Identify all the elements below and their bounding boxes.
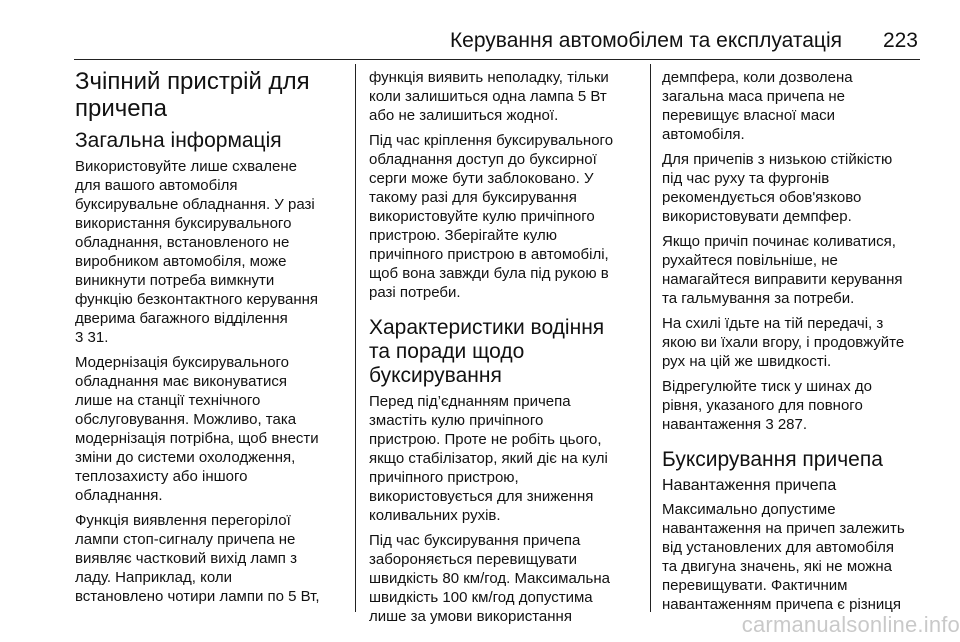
subsection-title-general-info: Загальна інформація [75, 129, 282, 152]
paragraph: Модернізація буксирувального обладнання має виконуватися лише на станції технічного обслуговування. Можливо, така модернізація потрібна, щоб внести зміни до системи охолодження, теплозахисту або іншого обладнання. [75, 354, 319, 504]
page-reference[interactable]: навантаження 3 287. [662, 416, 808, 433]
column-3 [662, 68, 934, 620]
column-divider-1 [355, 64, 356, 612]
paragraph: функція виявить неполадку, тільки коли залишиться одна лампа 5 Вт або не залишиться жодної. [369, 69, 609, 124]
paragraph: Відрегулюйте тиск у шинах до рівня, указаного для повного навантаження 3 287. [662, 377, 934, 434]
paragraph: Якщо причіп починає коливатися, рухайтеся повільніше, не намагайтеся виправити керування та гальмування за потреби. [662, 233, 903, 307]
section-title-trailer-towing: Буксирування причепа [662, 448, 883, 471]
paragraph: Максимально допустиме навантаження на причеп залежить від установлених для автомобіля та двигуна значень, які не можна перевищувати. Фактичним навантаженням причепа є різниця [662, 501, 905, 613]
paragraph: Перед під’єднанням причепа змастіть кулю причіпного пристрою. Проте не робіть цього, якщо стабілізатор, який діє на кулі причіпного пристрою, використовується для зниження коливальних рухів. [369, 393, 608, 524]
page-number: 223 [882, 29, 918, 52]
column-divider-2 [650, 64, 651, 612]
watermark: carmanualsonline.info [741, 612, 960, 637]
header-divider [74, 59, 920, 60]
paragraph: На схилі їдьте на тій передачі, з якою ви їхали вгору, і продовжуйте рух на цій же швидкості. [662, 315, 905, 370]
paragraph: Використовуйте лише схвалене для вашого автомобіля буксирувальне обладнання. У разі використання буксирувального обладнання, встановленого не виробником автомобіля, може виникнути потреба вимкнути функцію безконтактного керування дверима багажного відділення 3 31. [75, 157, 347, 347]
section-title-driving-tips: Характеристики водіння та поради щодо буксирування [369, 316, 605, 387]
paragraph: демпфера, коли дозволена загальна маса причепа не перевищує власної маси автомобіля. [662, 69, 853, 143]
section-title-trailer-hitch: Зчіпний пристрій для причепа [75, 68, 310, 122]
paragraph: Для причепів з низькою стійкістю під час руху та фургонів рекомендується обов'язково використовувати демпфер. [662, 151, 893, 225]
page-header [0, 0, 960, 62]
paragraph: Функція виявлення перегорілої лампи стоп-сигналу причепа не виявляє частковий вихід ламп з ладу. Наприклад, коли встановлено чотири лампи по 5 Вт, [75, 512, 320, 605]
subsection-title-trailer-load: Навантаження причепа [662, 477, 837, 494]
paragraph: Під час буксирування причепа забороняється перевищувати швидкість 80 км/год. Максимальна швидкість 100 км/год допустима лише за умови використання [369, 532, 610, 625]
running-title: Керування автомобілем та експлуатація [449, 29, 842, 52]
column-1 [75, 68, 347, 612]
paragraph: Під час кріплення буксирувального обладнання доступ до буксирної серги може бути заблоковано. У такому разі для буксирування використовуйте кулю причіпного пристрою. Зберігайте кулю причіпного пристрою в автомобілі, щоб вона завжди була під рукою в разі потреби. [369, 132, 614, 301]
page-reference[interactable]: 3 31. [75, 329, 109, 346]
column-2 [369, 68, 641, 632]
